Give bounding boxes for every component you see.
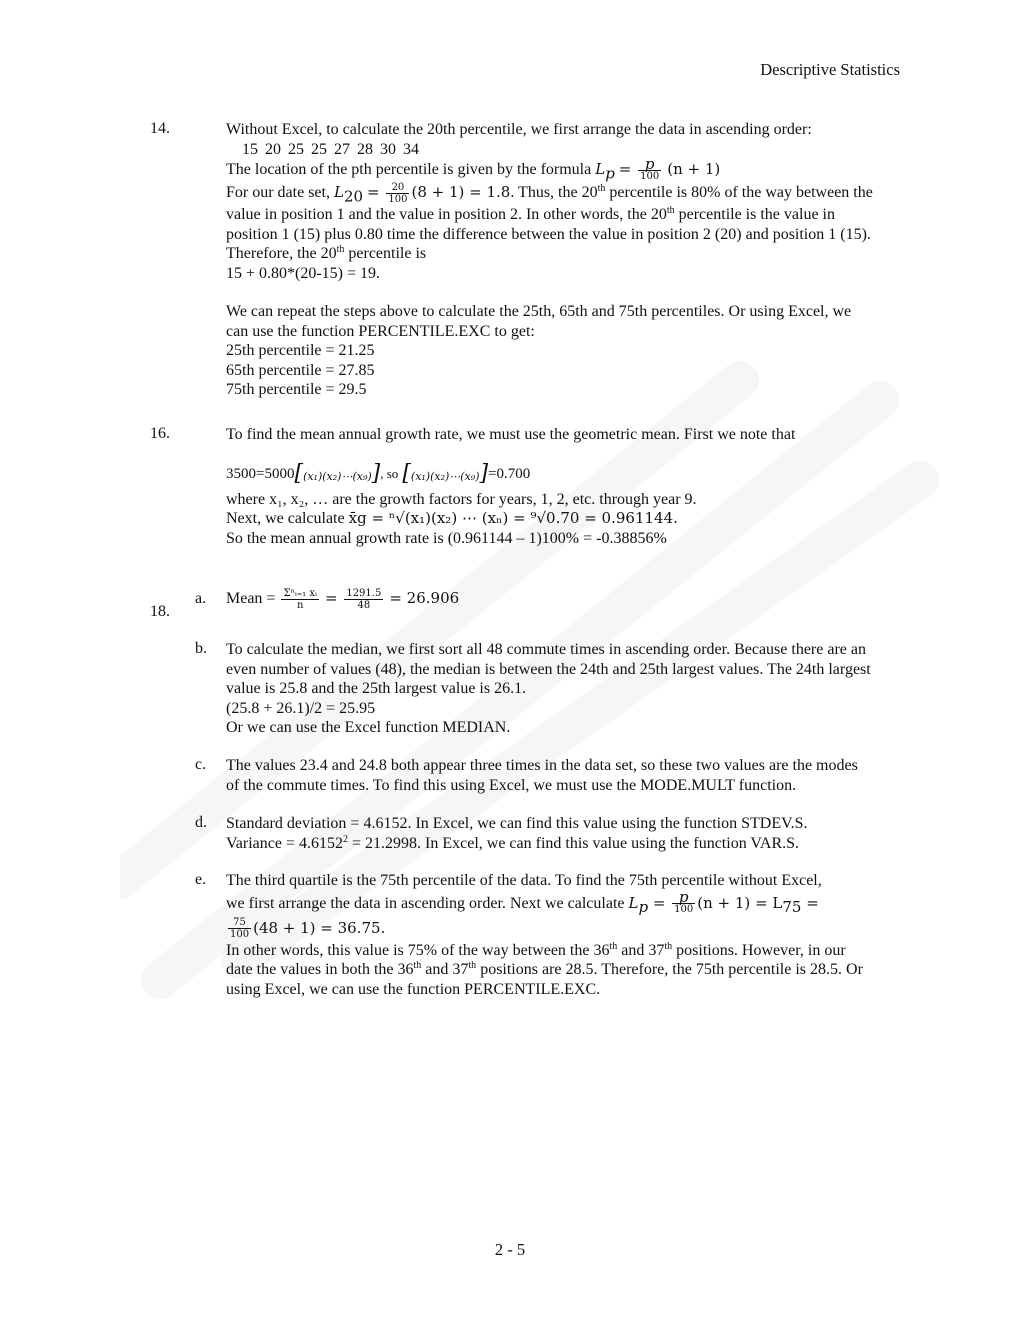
answer-16 (226, 425, 916, 548)
q18-e: The third quartile is the 75th percentile of the data. To find the 75th percentile without Excel, we first arrange the data in ascending order. Next we calculate $L_p$ = $\frac{p}{100}$ $(n + 1) = L_{75}$ = $\frac{75}{100}$ (48 + 1) = 36.75. In other words, this value is 75% of the way between the 36th and 37th positions. However, in our date the values in both the 36th and 37th positions are 28.5. Therefore, the 75th percentile is 28.5. Or using Excel, we can use the function PERCENTILE.EXC. (226, 872, 863, 998)
q18-d-label: d. (195, 814, 207, 831)
q14-repeat1: We can repeat the steps above to calculate the 25th, 65th and 75th percentiles. Or using Excel, we (226, 303, 852, 320)
question-number-18: 18. (150, 603, 170, 620)
q14-p75: 75th percentile = 29.5 (226, 381, 367, 398)
q16-next: Next, we calculate x̄g = ⁿ√(x₁)(x₂) ⋯ (xₙ) = ⁹√0.70 = 0.961144. (226, 509, 678, 527)
q14-line3: value in position 1 and the value in position 2. In other words, the 20th percentile is the value in (226, 205, 835, 223)
q14-formula-line: The location of the pth percentile is given by the formula $L_p$ = $\frac{p}{100}$ (n + 1) (226, 155, 721, 183)
q18-b-label: b. (195, 640, 207, 657)
q18-c-label: c. (195, 756, 207, 773)
q18-b: To calculate the median, we first sort all 48 commute times in ascending order. Because there are an even number of values (48), the median is between the 24th and 25th largest values. The 24th largest value is 25.8 and the 25th largest value is 26.1. (25.8 + 26.1)/2 = 25.95 Or we can use the Excel function MEDIAN. (226, 641, 871, 736)
q14-intro: Without Excel, to calculate the 20th percentile, we first arrange the data in ascending order: (226, 121, 812, 138)
q16-where: where x₁, x₂, … are the growth factors for years, 1, 2, etc. through year 9. (226, 490, 697, 508)
q16-intro: To find the mean annual growth rate, we must use the geometric mean. First we note that (226, 426, 796, 443)
page-number: 2 - 5 (494, 1240, 526, 1259)
q14-repeat2: can use the function PERCENTILE.EXC to get: (226, 322, 535, 340)
q14-data: 15 20 25 25 27 28 30 34 (242, 140, 419, 158)
question-number-16: 16. (150, 425, 170, 442)
q18-a: Mean = $\frac{\text{Σⁿᵢ₌₁ xᵢ}}{n}$ = $\frac{1291.5}{48}$ = 26.906 (226, 587, 460, 611)
q18-e-label: e. (195, 871, 207, 888)
running-header: Descriptive Statistics (760, 60, 900, 79)
q14-line4: position 1 (15) plus 0.80 time the difference between the value in position 2 (20) and position 1 (15). (226, 225, 871, 243)
answer-14 (226, 120, 916, 400)
q18-d: Standard deviation = 4.6152. In Excel, we can find this value using the function STDEV.S. Variance = $4.6152^2 = 21.2998$. In Excel, we can find this value using the function VAR.S. (226, 815, 808, 852)
q18-c: The values 23.4 and 24.8 both appear three times in the data set, so these two values are the modes of the commute times. To find this using Excel, we must use the MODE.MULT function. (226, 757, 858, 794)
q14-formula-text: The location of the pth percentile is given by the formula (226, 161, 592, 179)
q14-p25: 25th percentile = 21.25 (226, 342, 375, 359)
q14-line6: 15 + 0.80*(20-15) = 19. (226, 264, 381, 282)
question-number-14: 14. (150, 120, 170, 137)
q16-so-line: So the mean annual growth rate is (0.961144 – 1)100% = -0.38856% (226, 529, 667, 547)
q14-line2: For our date set, $L_{20}$ = $\frac{20}{100}$ (8 + 1) = 1.8. Thus, the 20th percentile is 80% of the way between the (226, 182, 873, 206)
q18-a-label: a. (195, 590, 207, 607)
q14-formula-fraction: $\frac{p}{100}$ (640, 155, 660, 182)
q14-line5: Therefore, the 20th percentile is (226, 244, 427, 262)
q14-p65: 65th percentile = 27.85 (226, 361, 375, 379)
q16-equation: 3500=5000[(x₁)(x₂)⋯(x₉)], so [(x₁)(x₂)⋯(x₉)]=0.700 (226, 460, 531, 486)
